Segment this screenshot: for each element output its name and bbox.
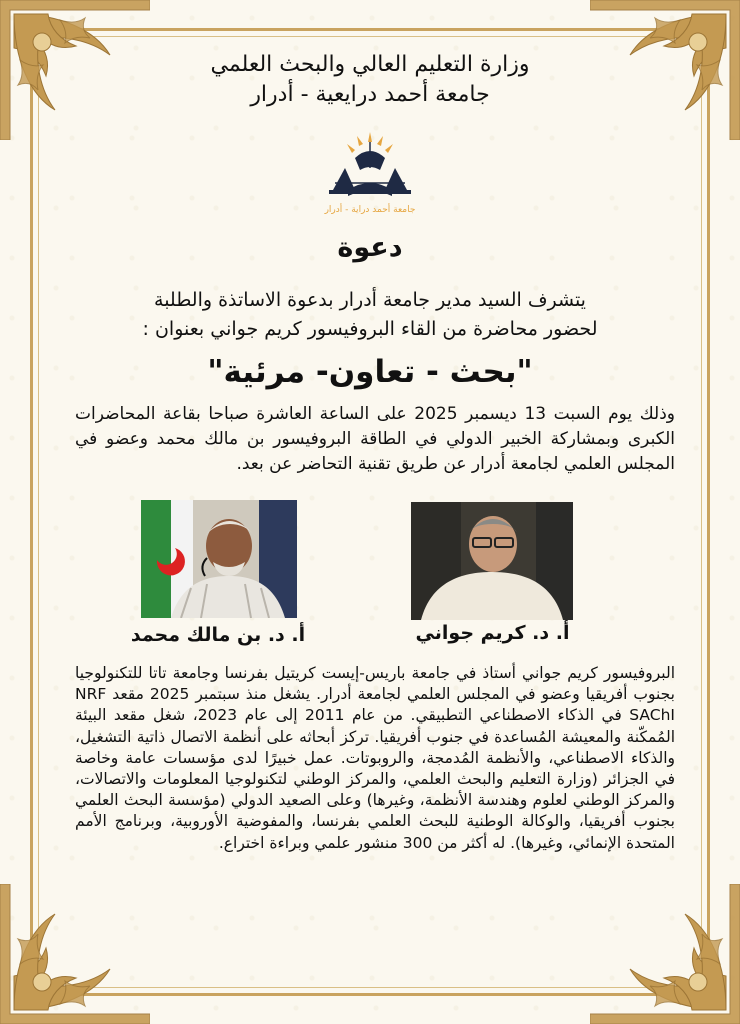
ornament-corner-icon <box>590 884 740 1024</box>
lecture-title: "بحث - تعاون- مرئية" <box>207 354 533 390</box>
ministry-name: وزارة التعليم العالي والبحث العلمي <box>210 52 530 77</box>
speaker-photo-icon <box>411 502 573 620</box>
ornament-corner-icon <box>590 0 740 140</box>
speaker-caption: أ. د. بن مالك محمد <box>130 624 306 646</box>
speaker-caption: أ. د. كريم جواني <box>415 622 570 644</box>
ornament-corner-icon <box>0 884 150 1024</box>
logo-caption: جامعة أحمد دراية - أدرار <box>324 205 416 215</box>
lecture-details: وذلك يوم السبت 13 ديسمبر 2025 على الساعة العاشرة صباحا بقاعة المحاضرات الكبرى وبمشاركة الخبير الدولي في الطاقة البروفيسور بن مالك محمد وعضو في المجلس العلمي لجامعة أدرار عن طريق تقنية التحاضر عن بعد. <box>75 404 675 474</box>
speaker-biography: البروفيسور كريم جواني أستاذ في جامعة باريس-إيست كريتيل بفرنسا وجامعة تاتا للتكنولوجيا بجنوب أفريقيا وعضو في المجلس العلمي لجامعة أدرار. يشغل منذ سبتمبر 2025 مقعد NRF SAChI في الذكاء الاصطناعي التطبيقي. من عام 2011 إلى عام 2023، شغل مقعد البيئة المُمكّنة والمعيشة المُساعدة في جنوب أفريقيا. تركز أبحاثه على أنظمة الاتصال ذاتية التشغيل، والذكاء الاصطناعي، والأنظمة المُدمجة، والروبوتات. عمل خبيرًا لدى مؤسسات عامة وخاصة في الجزائر (وزارة التعليم والبحث العلمي، والمركز الوطني لتكنولوجيا المعلومات والاتصالات، والمركز الوطني لعلوم وهندسة الأنظمة، وغيرها) وعلى الصعيد الدولي (مؤسسة البحث العلمي بجنوب أفريقيا، والوكالة الوطنية للبحث العلمي بفرنسا، والمفوضية الأوروبية، وبرنامج الأمم المتحدة الإنمائي، وغيرها). له أكثر من 300 منشور علمي وبراءة اختراع. <box>75 664 675 852</box>
university-logo-icon <box>315 128 425 218</box>
invitation-title: دعوة <box>337 232 403 263</box>
intro-line: لحضور محاضرة من القاء البروفيسور كريم جواني بعنوان : <box>142 318 598 340</box>
header <box>150 50 590 110</box>
intro-line: يتشرف السيد مدير جامعة أدرار بدعوة الاساتذة والطلبة <box>154 289 586 311</box>
speaker-photo-icon <box>141 500 297 618</box>
university-name: جامعة أحمد درايعية - أدرار <box>250 82 490 107</box>
invitation-intro <box>70 286 670 344</box>
ornament-corner-icon <box>0 0 150 140</box>
